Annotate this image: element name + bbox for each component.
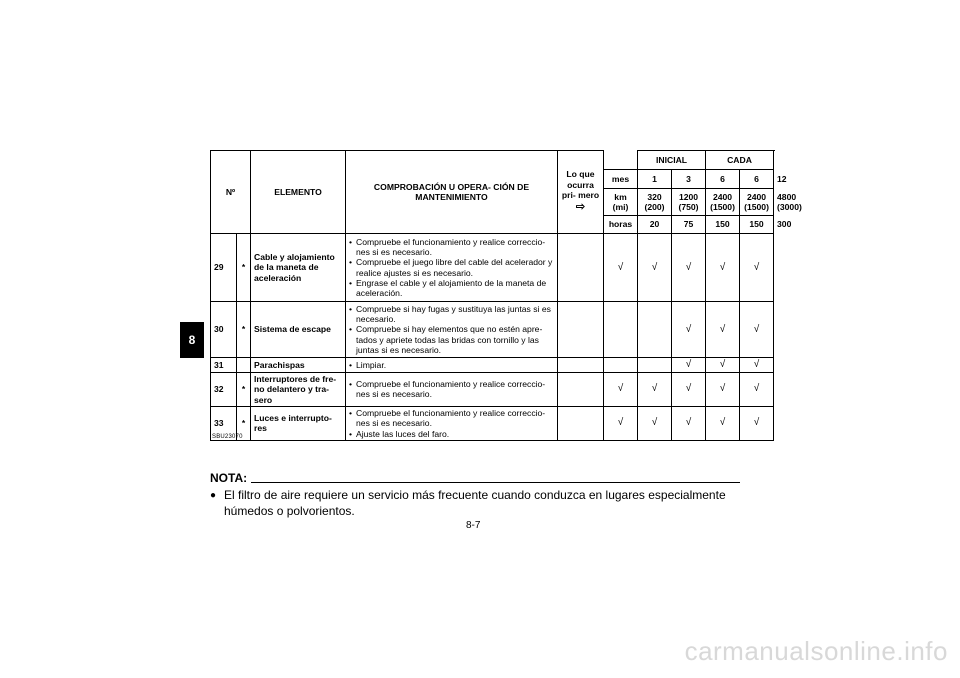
interval-mark: √ — [638, 406, 672, 440]
row-number: 32 — [211, 373, 237, 407]
header-check: COMPROBACIÓN U OPERA- CIÓN DE MANTENIMIENTO — [346, 151, 558, 234]
note-title: NOTA: — [210, 471, 248, 485]
table-row — [211, 358, 774, 373]
row-number: 30 — [211, 302, 237, 358]
row-first-cell — [558, 358, 604, 373]
header-km-value: 1200 (750) — [672, 189, 706, 216]
row-element: Interruptores de fre- no delantero y tra- sero — [251, 373, 346, 407]
header-km-row: km (mi) 320 (200) 1200 (750) 2400 (1500) 2400 (1500) 4800 (3000) — [211, 189, 774, 216]
row-number: 29 — [211, 234, 237, 302]
maintenance-table — [210, 150, 802, 441]
interval-mark — [604, 302, 638, 358]
note-item-text: El filtro de aire requiere un servicio más frecuente cuando conduzca en lugares especialmente húmedos o polvorientos. — [224, 488, 726, 518]
watermark: carmanualsonline.info — [684, 636, 948, 666]
row-star: * — [237, 373, 251, 407]
header-km-label: km (mi) — [604, 189, 638, 216]
row-number: 31 — [211, 358, 237, 373]
row-star: * — [237, 302, 251, 358]
interval-mark — [604, 358, 638, 373]
header-km-value: 320 (200) — [638, 189, 672, 216]
table-body — [211, 234, 774, 441]
interval-mark: √ — [638, 373, 672, 407]
row-check — [346, 234, 558, 302]
check-item: • Compruebe el funcionamiento y realice correccio- nes si es necesario. — [349, 408, 554, 429]
table-row — [211, 373, 774, 407]
header-horas-label: horas — [604, 216, 638, 234]
check-item: • Compruebe si hay fugas y sustituya las juntas si es necesario. — [349, 304, 554, 325]
interval-mark: √ — [672, 373, 706, 407]
interval-mark: √ — [706, 302, 740, 358]
header-horas-value: 150 — [706, 216, 740, 234]
interval-mark: √ — [740, 373, 774, 407]
header-corner — [604, 151, 638, 170]
interval-mark — [638, 358, 672, 373]
note-header — [210, 471, 740, 485]
page-number: 8-7 — [466, 520, 481, 531]
note-item — [210, 488, 740, 519]
row-check — [346, 373, 558, 407]
header-mes-label: mes — [604, 170, 638, 189]
check-list — [349, 379, 554, 400]
row-element: Luces e interrupto- res — [251, 406, 346, 440]
row-element: Sistema de escape — [251, 302, 346, 358]
interval-mark: √ — [638, 234, 672, 302]
chapter-tab: 8 — [180, 322, 204, 358]
document-code: SBU23070 — [212, 434, 243, 440]
interval-mark: √ — [604, 373, 638, 407]
header-mes-value: 6 — [706, 170, 740, 189]
interval-mark: √ — [706, 358, 740, 373]
check-item: • Compruebe si hay elementos que no estén apre- tados y apriete todas las bridas con tornillo y las juntas si es necesario. — [349, 324, 554, 355]
check-list — [349, 360, 554, 370]
check-item: • Compruebe el funcionamiento y realice correccio- nes si es necesario. — [349, 237, 554, 258]
check-item: • Engrase el cable y el alojamiento de la maneta de aceleración. — [349, 278, 554, 299]
row-star: * — [237, 406, 251, 440]
note-section — [210, 471, 740, 519]
header-element: ELEMENTO — [251, 151, 346, 234]
interval-mark: √ — [706, 234, 740, 302]
table-row — [211, 234, 774, 302]
header-row-group — [211, 151, 774, 170]
interval-mark: √ — [604, 406, 638, 440]
row-first-cell — [558, 302, 604, 358]
row-first-cell — [558, 406, 604, 440]
interval-mark: √ — [706, 373, 740, 407]
header-horas-row: horas 20 75 150 150 300 — [211, 216, 774, 234]
check-item: • Compruebe el juego libre del cable del acelerador y realice ajustes si es necesario. — [349, 257, 554, 278]
interval-mark: √ — [740, 234, 774, 302]
bullet-icon: ● — [210, 490, 217, 501]
row-check — [346, 406, 558, 440]
check-item: • Compruebe el funcionamiento y realice correccio- nes si es necesario. — [349, 379, 554, 400]
header-horas-value: 75 — [672, 216, 706, 234]
header-no: Nº — [211, 151, 251, 234]
row-star: * — [237, 234, 251, 302]
row-element: Parachispas — [251, 358, 346, 373]
interval-mark: √ — [706, 406, 740, 440]
check-list — [349, 408, 554, 439]
check-item: • Limpiar. — [349, 360, 554, 370]
header-km-value: 2400 (1500) — [706, 189, 740, 216]
row-check — [346, 358, 558, 373]
table-row — [211, 406, 774, 440]
header-km-value: 2400 (1500) — [740, 189, 774, 216]
arrow-right-icon: ⇨ — [575, 201, 586, 214]
interval-mark: √ — [740, 358, 774, 373]
header-mes-value: 3 — [672, 170, 706, 189]
header-first — [558, 151, 604, 234]
header-first-label: Lo que ocurra pri- mero — [561, 169, 600, 201]
row-first-cell — [558, 234, 604, 302]
row-star — [237, 358, 251, 373]
header-mes-row: mes 1 3 6 6 12 — [211, 170, 774, 189]
check-list — [349, 304, 554, 356]
interval-mark: √ — [672, 358, 706, 373]
table-row — [211, 302, 774, 358]
header-horas-value: 20 — [638, 216, 672, 234]
header-horas-value: 150 — [740, 216, 774, 234]
interval-mark: √ — [672, 302, 706, 358]
header-mes-value: 1 — [638, 170, 672, 189]
row-check — [346, 302, 558, 358]
header-inicial: INICIAL — [638, 151, 706, 170]
row-first-cell — [558, 373, 604, 407]
header-cada: CADA — [706, 151, 774, 170]
row-element: Cable y alojamiento de la maneta de aceleración — [251, 234, 346, 302]
note-divider — [251, 482, 740, 483]
interval-mark: √ — [604, 234, 638, 302]
check-list — [349, 237, 554, 299]
interval-mark: √ — [672, 406, 706, 440]
interval-mark — [638, 302, 672, 358]
check-item: • Ajuste las luces del faro. — [349, 429, 554, 439]
interval-mark: √ — [740, 302, 774, 358]
interval-mark: √ — [740, 406, 774, 440]
interval-mark: √ — [672, 234, 706, 302]
row-number: 33 — [211, 406, 237, 440]
header-mes-value: 6 — [740, 170, 774, 189]
